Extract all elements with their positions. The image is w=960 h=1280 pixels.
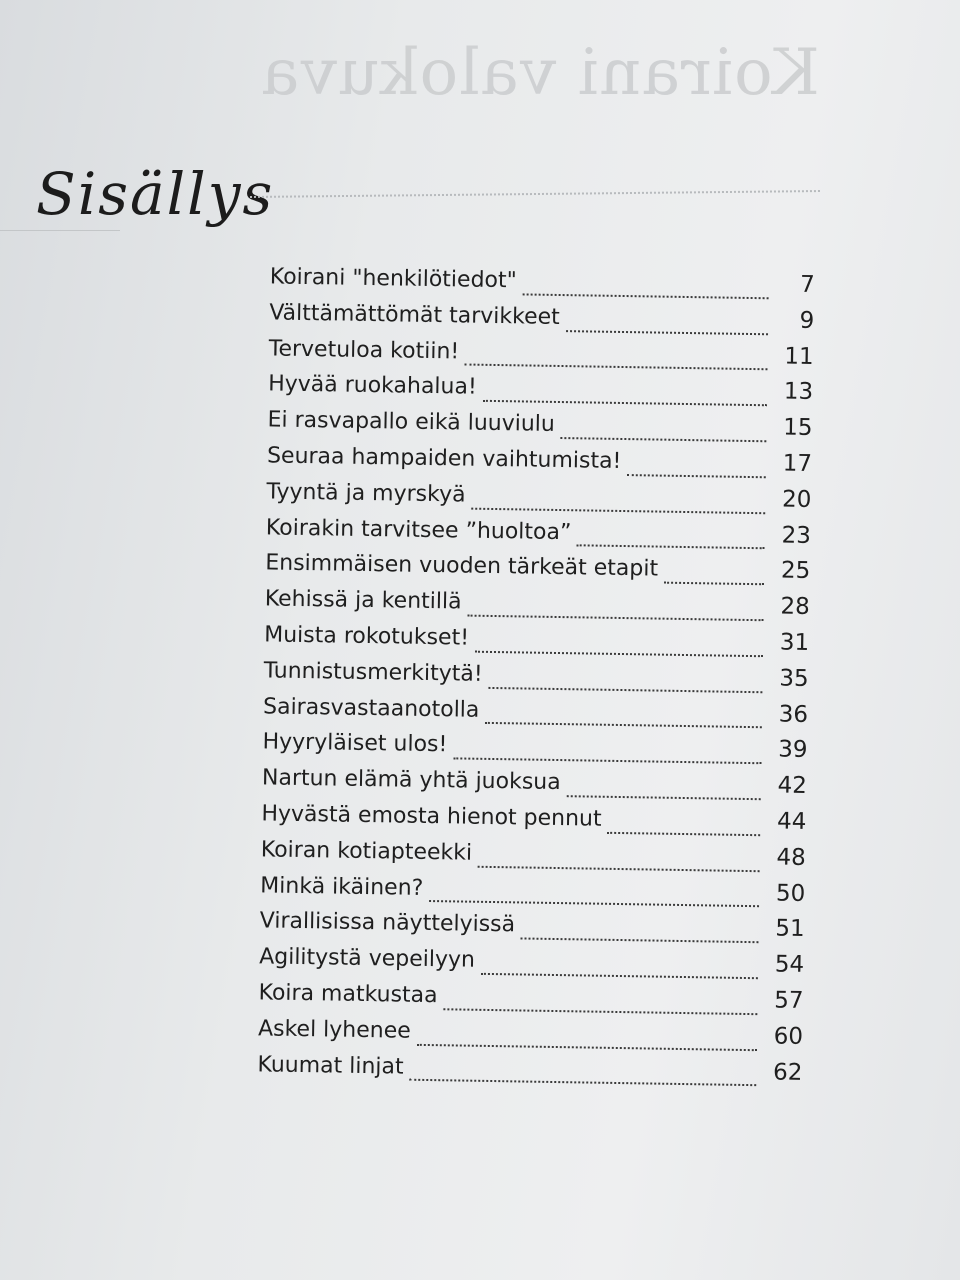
dot-leader (522, 293, 768, 299)
dot-leader (566, 330, 768, 335)
toc-entry-page: 13 (783, 378, 814, 406)
toc-entry-title: Välttämättömät tarvikkeet (269, 300, 560, 330)
dot-leader (443, 1008, 757, 1015)
dot-leader (607, 832, 760, 836)
toc-entry-page: 50 (775, 880, 806, 907)
dot-leader (485, 722, 762, 728)
toc-entry-page: 35 (779, 665, 809, 692)
toc-entry-page: 17 (782, 450, 813, 477)
dot-leader (566, 795, 760, 800)
dot-leader (409, 1079, 756, 1086)
dot-leader (475, 650, 763, 657)
toc-entry-title: Askel lyhenee (257, 1016, 411, 1044)
toc-entry-page: 39 (778, 736, 808, 764)
toc-entry-title: Hyyryläiset ulos! (262, 729, 448, 758)
dot-leader (488, 686, 762, 692)
heading-underline (0, 230, 120, 231)
dot-leader (465, 364, 768, 371)
toc-entry-page: 7 (799, 271, 815, 298)
page-title: Sisällys (36, 160, 275, 228)
toc-entry-title: Minkä ikäinen? (260, 872, 424, 901)
toc-entry-title: Tervetuloa kotiin! (268, 336, 460, 365)
toc-entry-page: 48 (776, 844, 807, 871)
dot-leader (481, 973, 758, 979)
dot-leader (521, 938, 759, 944)
toc-entry-title: Tunnistusmerkitytä! (263, 658, 483, 687)
toc-entry-page: 20 (781, 486, 812, 513)
toc-entry-title: Ensimmäisen vuoden tärkeät etapit (265, 550, 659, 582)
toc-entry-title: Koirakin tarvitsee ”huoltoa” (265, 514, 572, 545)
toc-entry-page: 60 (773, 1023, 804, 1050)
toc-entry-page: 42 (777, 772, 808, 800)
dot-leader (453, 758, 761, 765)
dot-leader (478, 865, 760, 871)
toc-entry-page: 44 (776, 808, 807, 835)
toc-entry-page: 23 (781, 522, 812, 549)
dot-leader (561, 437, 767, 442)
table-of-contents (257, 263, 815, 1095)
toc-entry-title: Agilitystä vepeilyyn (258, 944, 476, 973)
toc-entry-title: Tyyntä ja myrskyä (266, 479, 466, 508)
dot-leader (483, 400, 767, 406)
toc-entry-title: Kehissä ja kentillä (264, 586, 462, 615)
toc-entry-title: Muista rokotukset! (264, 622, 470, 651)
toc-entry-page: 51 (775, 915, 805, 943)
toc-entry-page: 54 (774, 951, 805, 979)
toc-entry-title: Koira matkustaa (258, 980, 438, 1009)
dot-leader (577, 545, 765, 550)
dot-leader (417, 1043, 757, 1050)
toc-entry-page: 11 (784, 343, 814, 370)
toc-entry-page: 57 (774, 987, 804, 1014)
toc-entry-page: 25 (780, 557, 811, 585)
toc-entry-title: Nartun elämä yhtä juoksua (261, 765, 561, 796)
dot-leader (627, 474, 766, 478)
running-title: Koirani valokuva (260, 36, 820, 110)
toc-entry-page: 36 (778, 701, 809, 728)
toc-entry (257, 1051, 802, 1095)
toc-entry-page: 9 (799, 307, 815, 334)
toc-entry-title: Hyvästä emosta hienot pennut (261, 801, 602, 832)
toc-entry-title: Koirani "henkilötiedot" (269, 264, 517, 294)
dot-leader (471, 507, 765, 514)
toc-entry-title: Ei rasvapallo eikä luuviulu (267, 407, 556, 438)
toc-entry-page: 28 (780, 593, 810, 621)
toc-entry-title: Virallisissa näyttelyissä (259, 908, 516, 938)
heading-dotted-rule (250, 190, 820, 198)
toc-entry-title: Seuraa hampaiden vaihtumista! (266, 443, 622, 474)
dot-leader (467, 615, 763, 622)
toc-entry-title: Kuumat linjat (257, 1051, 404, 1080)
dot-leader (664, 582, 764, 586)
heading-area (0, 160, 960, 240)
toc-entry-page: 31 (779, 629, 810, 656)
dot-leader (429, 900, 759, 907)
toc-entry-title: Hyvää ruokahalua! (267, 371, 477, 401)
toc-entry-page: 62 (772, 1058, 803, 1086)
toc-entry-page: 15 (783, 414, 813, 442)
toc-entry-title: Koiran kotiapteekki (260, 837, 473, 866)
toc-entry-title: Sairasvastaanotolla (262, 693, 480, 723)
